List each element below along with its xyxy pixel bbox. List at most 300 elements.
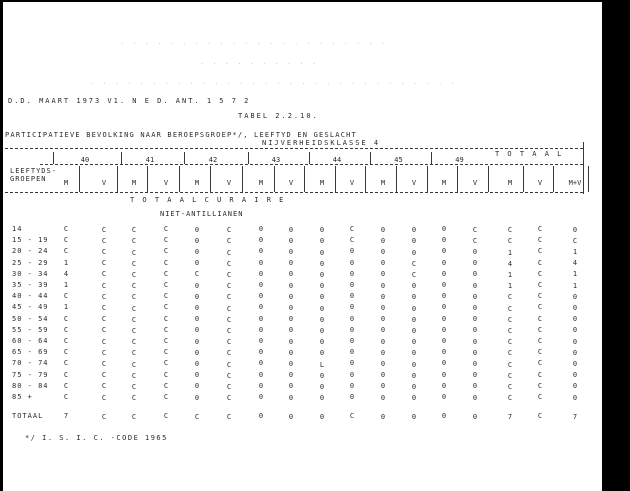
table-cell: 0	[472, 270, 478, 279]
table-cell: 0	[411, 371, 417, 380]
table-cell: C	[507, 293, 513, 302]
table-cell: 0	[411, 237, 417, 246]
table-cell: 0	[380, 393, 386, 402]
row-label: 65 - 69	[12, 348, 49, 357]
table-cell: 0	[472, 382, 478, 391]
table-cell: C	[131, 315, 137, 324]
table-cell: 0	[472, 259, 478, 268]
table-cell: 0	[380, 371, 386, 380]
table-cell: 0	[572, 393, 578, 402]
table-cell: C	[131, 304, 137, 313]
sex-header: V	[349, 179, 355, 187]
scan-border-left	[0, 0, 3, 491]
table-subtitle: NIJVERHEIDSKLASSE 4	[262, 139, 381, 147]
table-cell: 0	[349, 348, 355, 357]
source-line: D.D. MAART 1973 V1. N E D. ANT. 1 5 7 2	[8, 97, 251, 105]
table-cell: C	[101, 412, 107, 421]
table-cell: 0	[380, 236, 386, 245]
table-cell: C	[226, 237, 232, 246]
footnote: */ I. S. I. C. -CODE 1965	[25, 434, 168, 442]
table-cell: 0	[380, 304, 386, 312]
table-cell: C	[226, 360, 232, 369]
table-cell: 0	[288, 326, 294, 335]
table-cell: C	[537, 292, 543, 301]
table-cell: C	[537, 393, 543, 401]
table-cell: 0	[319, 315, 325, 324]
table-cell: 0	[441, 225, 447, 233]
table-cell: 0	[380, 281, 386, 290]
table-cell: C	[101, 315, 107, 324]
table-cell: C	[101, 292, 107, 301]
table-cell: C	[537, 314, 543, 323]
table-cell: 1	[572, 270, 578, 279]
table-cell: C	[63, 393, 69, 401]
table-cell: 0	[441, 393, 447, 401]
column-separator	[179, 166, 180, 192]
table-cell: C	[537, 303, 543, 312]
table-cell: 0	[194, 337, 200, 346]
table-cell: C	[163, 247, 169, 256]
table-cell: C	[194, 270, 200, 279]
table-cell: C	[537, 412, 543, 420]
table-cell: 0	[572, 360, 578, 368]
bleed-through-text: · · · · · · · · · ·	[200, 60, 319, 68]
table-cell: 0	[380, 270, 386, 279]
table-cell: C	[131, 226, 137, 235]
row-label: 70 - 74	[12, 359, 49, 368]
total-header: T O T A A L	[495, 150, 564, 158]
table-cell: 0	[572, 315, 578, 324]
table-cell: C	[411, 271, 417, 279]
column-separator	[79, 166, 80, 192]
row-label: 25 - 29	[12, 258, 49, 267]
table-cell: 0	[441, 236, 447, 245]
table-cell: C	[131, 248, 137, 257]
table-cell: 0	[288, 292, 294, 301]
table-cell: 0	[194, 236, 200, 245]
table-cell: C	[411, 259, 417, 268]
table-cell: 0	[258, 258, 264, 267]
sex-header: V	[226, 179, 232, 187]
sex-header: M	[131, 179, 137, 187]
corner-label-2: GROEPEN	[10, 175, 47, 183]
table-cell: 0	[572, 371, 578, 380]
table-cell: 0	[380, 326, 386, 335]
table-cell: C	[131, 413, 137, 422]
table-cell: 0	[349, 325, 355, 334]
table-cell: 0	[194, 393, 200, 402]
table-cell: 0	[472, 337, 478, 346]
table-cell: 0	[380, 315, 386, 324]
table-cell: 0	[258, 337, 264, 345]
table-cell: 0	[349, 359, 355, 368]
table-cell: C	[163, 225, 169, 233]
table-cell: C	[131, 371, 137, 380]
table-cell: 0	[472, 412, 478, 421]
column-separator	[457, 166, 458, 192]
table-cell: 0	[441, 314, 447, 323]
table-cell: 0	[441, 247, 447, 256]
row-label: 85 +	[12, 393, 33, 401]
table-cell: 0	[380, 348, 386, 357]
table-cell: 0	[319, 259, 325, 268]
table-cell: 0	[194, 281, 200, 290]
table-cell: C	[472, 225, 478, 234]
table-cell: 1	[572, 248, 578, 256]
table-cell: C	[537, 281, 543, 289]
table-cell: 0	[288, 371, 294, 380]
table-cell: 0	[441, 269, 447, 278]
table-cell: C	[226, 371, 232, 380]
group-header: 43	[271, 156, 281, 164]
group-separator	[248, 152, 249, 164]
table-cell: 0	[194, 259, 200, 268]
table-cell: C	[163, 236, 169, 245]
table-cell: C	[537, 247, 543, 256]
table-cell: 1	[507, 271, 513, 279]
table-cell: 0	[472, 371, 478, 380]
column-separator	[427, 166, 428, 192]
table-title: PARTICIPATIEVE BEVOLKING NAAR BEROEPSGROEP*/, LEEFTYD EN GESLACHT	[5, 131, 357, 139]
table-cell: C	[572, 236, 578, 245]
table-number: TABEL 2.2.10.	[238, 112, 319, 120]
table-cell: 0	[194, 360, 200, 368]
table-cell: 1	[572, 281, 578, 290]
row-label: 35 - 39	[12, 281, 49, 289]
table-cell: C	[63, 314, 69, 323]
table-cell: C	[226, 315, 232, 324]
table-cell: 0	[572, 225, 578, 234]
table-cell: 0	[319, 327, 325, 335]
table-cell: 0	[194, 304, 200, 312]
table-cell: 0	[194, 371, 200, 380]
table-cell: 0	[288, 304, 294, 312]
row-label: 40 - 44	[12, 292, 49, 301]
table-cell: 0	[472, 281, 478, 290]
table-cell: 0	[288, 348, 294, 357]
table-cell: 0	[441, 337, 447, 345]
table-cell: 0	[441, 325, 447, 334]
table-cell: 0	[472, 304, 478, 312]
table-cell: 0	[194, 225, 200, 234]
column-separator	[365, 166, 366, 192]
table-cell: 0	[572, 304, 578, 312]
table-cell: 0	[319, 271, 325, 279]
table-cell: C	[472, 236, 478, 245]
column-separator	[242, 166, 243, 192]
table-cell: 0	[258, 370, 264, 379]
table-cell: 0	[411, 327, 417, 335]
table-cell: C	[163, 348, 169, 357]
table-cell: C	[101, 382, 107, 391]
table-cell: C	[63, 236, 69, 245]
table-cell: 0	[288, 259, 294, 268]
table-cell: C	[507, 226, 513, 235]
table-cell: 0	[288, 360, 294, 368]
table-cell: 0	[319, 394, 325, 403]
table-cell: 0	[349, 381, 355, 390]
table-cell: 0	[258, 359, 264, 368]
table-cell: C	[131, 282, 137, 291]
table-cell: C	[163, 381, 169, 390]
table-cell: C	[63, 325, 69, 334]
table-cell: 0	[380, 337, 386, 346]
table-cell: 0	[441, 359, 447, 368]
row-label: 30 - 34	[12, 269, 49, 278]
table-cell: 0	[411, 360, 417, 369]
column-separator	[396, 166, 397, 192]
table-cell: C	[226, 248, 232, 257]
sex-header: V	[537, 179, 543, 187]
table-cell: 0	[572, 382, 578, 391]
table-cell: C	[537, 370, 543, 379]
group-separator	[53, 152, 54, 164]
table-cell: C	[537, 337, 543, 345]
table-cell: C	[163, 258, 169, 267]
table-cell: 1	[63, 281, 69, 289]
row-label: 20 - 24	[12, 247, 49, 256]
table-cell: 0	[288, 236, 294, 245]
table-cell: C	[226, 394, 232, 403]
table-cell: C	[163, 359, 169, 368]
table-cell: C	[101, 337, 107, 346]
table-cell: 0	[411, 282, 417, 291]
table-cell: 0	[441, 303, 447, 312]
table-cell: 7	[63, 412, 69, 420]
table-cell: 0	[258, 247, 264, 256]
table-cell: 0	[441, 381, 447, 390]
table-rule-top	[5, 148, 583, 149]
table-cell: C	[226, 271, 232, 279]
group-header: 45	[394, 156, 403, 164]
table-cell: 0	[258, 292, 264, 301]
table-cell: 0	[572, 292, 578, 301]
table-cell: 0	[411, 349, 417, 358]
section-total-label: T O T A A L C U R A I R E	[130, 196, 286, 204]
table-cell: C	[226, 338, 232, 347]
sex-header: M	[441, 179, 447, 187]
table-cell: C	[101, 304, 107, 312]
table-cell: C	[131, 383, 137, 391]
table-cell: 0	[194, 292, 200, 301]
group-separator	[121, 152, 122, 164]
table-cell: C	[507, 315, 513, 324]
table-cell: C	[537, 359, 543, 368]
table-cell: 0	[288, 382, 294, 391]
table-cell: 0	[411, 226, 417, 235]
table-cell: 0	[194, 348, 200, 357]
table-cell: 0	[349, 269, 355, 278]
row-label: 50 - 54	[12, 314, 49, 323]
table-cell: C	[163, 337, 169, 345]
table-cell: C	[131, 259, 137, 268]
table-cell: C	[101, 348, 107, 357]
table-cell: C	[63, 370, 69, 379]
table-cell: 0	[258, 281, 264, 289]
table-cell: C	[537, 269, 543, 278]
table-cell: C	[226, 327, 232, 335]
table-cell: 0	[411, 304, 417, 313]
table-cell: C	[507, 338, 513, 347]
table-cell: C	[131, 349, 137, 358]
table-cell: 0	[441, 370, 447, 379]
table-cell: 0	[258, 393, 264, 401]
table-cell: 0	[572, 337, 578, 346]
table-cell: C	[226, 293, 232, 302]
table-cell: 0	[349, 370, 355, 379]
table-cell: C	[101, 281, 107, 290]
table-cell: C	[163, 292, 169, 301]
table-cell: 0	[349, 281, 355, 289]
table-cell: 0	[349, 258, 355, 267]
table-cell: C	[507, 360, 513, 369]
table-cell: 0	[380, 259, 386, 268]
table-cell: C	[163, 281, 169, 289]
table-cell: 0	[349, 303, 355, 312]
sex-header: M	[380, 179, 386, 187]
table-cell: C	[507, 237, 513, 246]
table-cell: C	[131, 293, 137, 302]
table-cell: 0	[441, 348, 447, 357]
table-cell: 0	[258, 225, 264, 233]
row-label: 45 - 49	[12, 303, 49, 312]
sex-header: V	[101, 179, 107, 187]
group-separator	[309, 152, 310, 164]
table-cell: 0	[194, 382, 200, 391]
group-separator	[370, 152, 371, 164]
row-label: 75 - 79	[12, 370, 49, 379]
table-cell: 1	[507, 282, 513, 291]
row-label: 14	[12, 225, 23, 233]
table-cell: C	[226, 349, 232, 358]
table-cell: 0	[472, 326, 478, 335]
table-cell: 0	[411, 315, 417, 324]
sex-header: M	[258, 179, 264, 187]
table-cell: 0	[319, 338, 325, 347]
table-cell: C	[163, 269, 169, 278]
table-cell: 0	[258, 236, 264, 245]
table-cell: 0	[319, 282, 325, 291]
table-cell: 0	[380, 412, 386, 421]
table-cell: 0	[288, 393, 294, 402]
table-cell: C	[131, 394, 137, 403]
row-label: 55 - 59	[12, 325, 49, 334]
table-cell: 0	[441, 281, 447, 289]
table-cell: C	[349, 225, 355, 233]
sex-header: V	[163, 179, 169, 187]
table-cell: C	[226, 282, 232, 291]
row-label: 80 - 84	[12, 381, 49, 390]
table-cell: 0	[572, 326, 578, 335]
table-cell: C	[163, 370, 169, 379]
table-cell: 0	[258, 314, 264, 323]
column-separator	[553, 166, 554, 192]
table-cell: 0	[258, 269, 264, 278]
table-rule-mid	[40, 164, 583, 165]
table-cell: 0	[319, 304, 325, 313]
section-group-label: NIET-ANTILLIANEN	[160, 210, 244, 218]
table-cell: L	[319, 360, 325, 369]
table-cell: C	[131, 360, 137, 369]
table-cell: C	[507, 349, 513, 358]
sex-header: M+V	[568, 179, 582, 187]
table-cell: 0	[319, 413, 325, 422]
table-cell: C	[101, 236, 107, 245]
table-cell: 0	[194, 315, 200, 324]
table-cell: 0	[288, 412, 294, 421]
table-cell: 0	[288, 248, 294, 256]
table-cell: 1	[63, 303, 69, 312]
table-cell: 0	[472, 393, 478, 402]
table-cell: C	[537, 325, 543, 334]
table-cell: 0	[319, 383, 325, 391]
table-cell: C	[63, 359, 69, 368]
table-cell: C	[537, 225, 543, 233]
table-cell: C	[131, 237, 137, 246]
table-cell: C	[101, 371, 107, 380]
table-cell: 1	[63, 258, 69, 267]
table-cell: 0	[380, 225, 386, 234]
column-separator	[117, 166, 118, 192]
table-cell: C	[349, 412, 355, 420]
table-cell: 1	[507, 248, 513, 257]
scan-border-right	[602, 0, 630, 491]
table-cell: C	[537, 348, 543, 357]
table-cell: 0	[380, 382, 386, 391]
table-rule-right	[583, 142, 584, 194]
table-cell: 0	[411, 383, 417, 391]
table-cell: 0	[319, 248, 325, 257]
scan-border-top	[0, 0, 630, 2]
table-cell: C	[507, 304, 513, 313]
table-cell: C	[101, 270, 107, 279]
table-cell: 0	[349, 314, 355, 323]
table-cell: 0	[441, 292, 447, 301]
table-cell: C	[507, 371, 513, 380]
table-cell: 4	[572, 259, 578, 268]
sex-header: M	[507, 179, 513, 187]
table-cell: C	[226, 413, 232, 422]
group-header: 40	[80, 156, 90, 164]
bleed-through-text: · · · · · · · · · · · · · · · · · · · · · · · · · · · · · ·	[90, 80, 457, 88]
table-cell: 0	[258, 325, 264, 334]
table-cell: C	[194, 412, 200, 421]
table-cell: C	[63, 381, 69, 390]
sex-header: V	[411, 179, 417, 187]
table-cell: 4	[63, 269, 69, 278]
column-separator	[147, 166, 148, 192]
table-cell: C	[226, 226, 232, 235]
row-label: TOTAAL	[12, 412, 44, 420]
table-cell: 7	[507, 413, 513, 422]
table-cell: 0	[472, 292, 478, 301]
table-cell: 0	[472, 315, 478, 324]
table-cell: 0	[572, 348, 578, 357]
table-cell: 0	[319, 226, 325, 235]
table-cell: 0	[258, 381, 264, 390]
group-header: 49	[455, 156, 464, 164]
table-rule-header-bottom	[5, 192, 583, 193]
sex-header: M	[194, 179, 200, 187]
table-cell: C	[163, 393, 169, 401]
sex-header: V	[472, 179, 478, 187]
table-cell: 0	[258, 412, 264, 420]
table-cell: C	[226, 304, 232, 313]
table-cell: C	[226, 383, 232, 391]
table-cell: 0	[319, 371, 325, 380]
table-cell: 0	[380, 248, 386, 256]
table-cell: C	[507, 394, 513, 403]
